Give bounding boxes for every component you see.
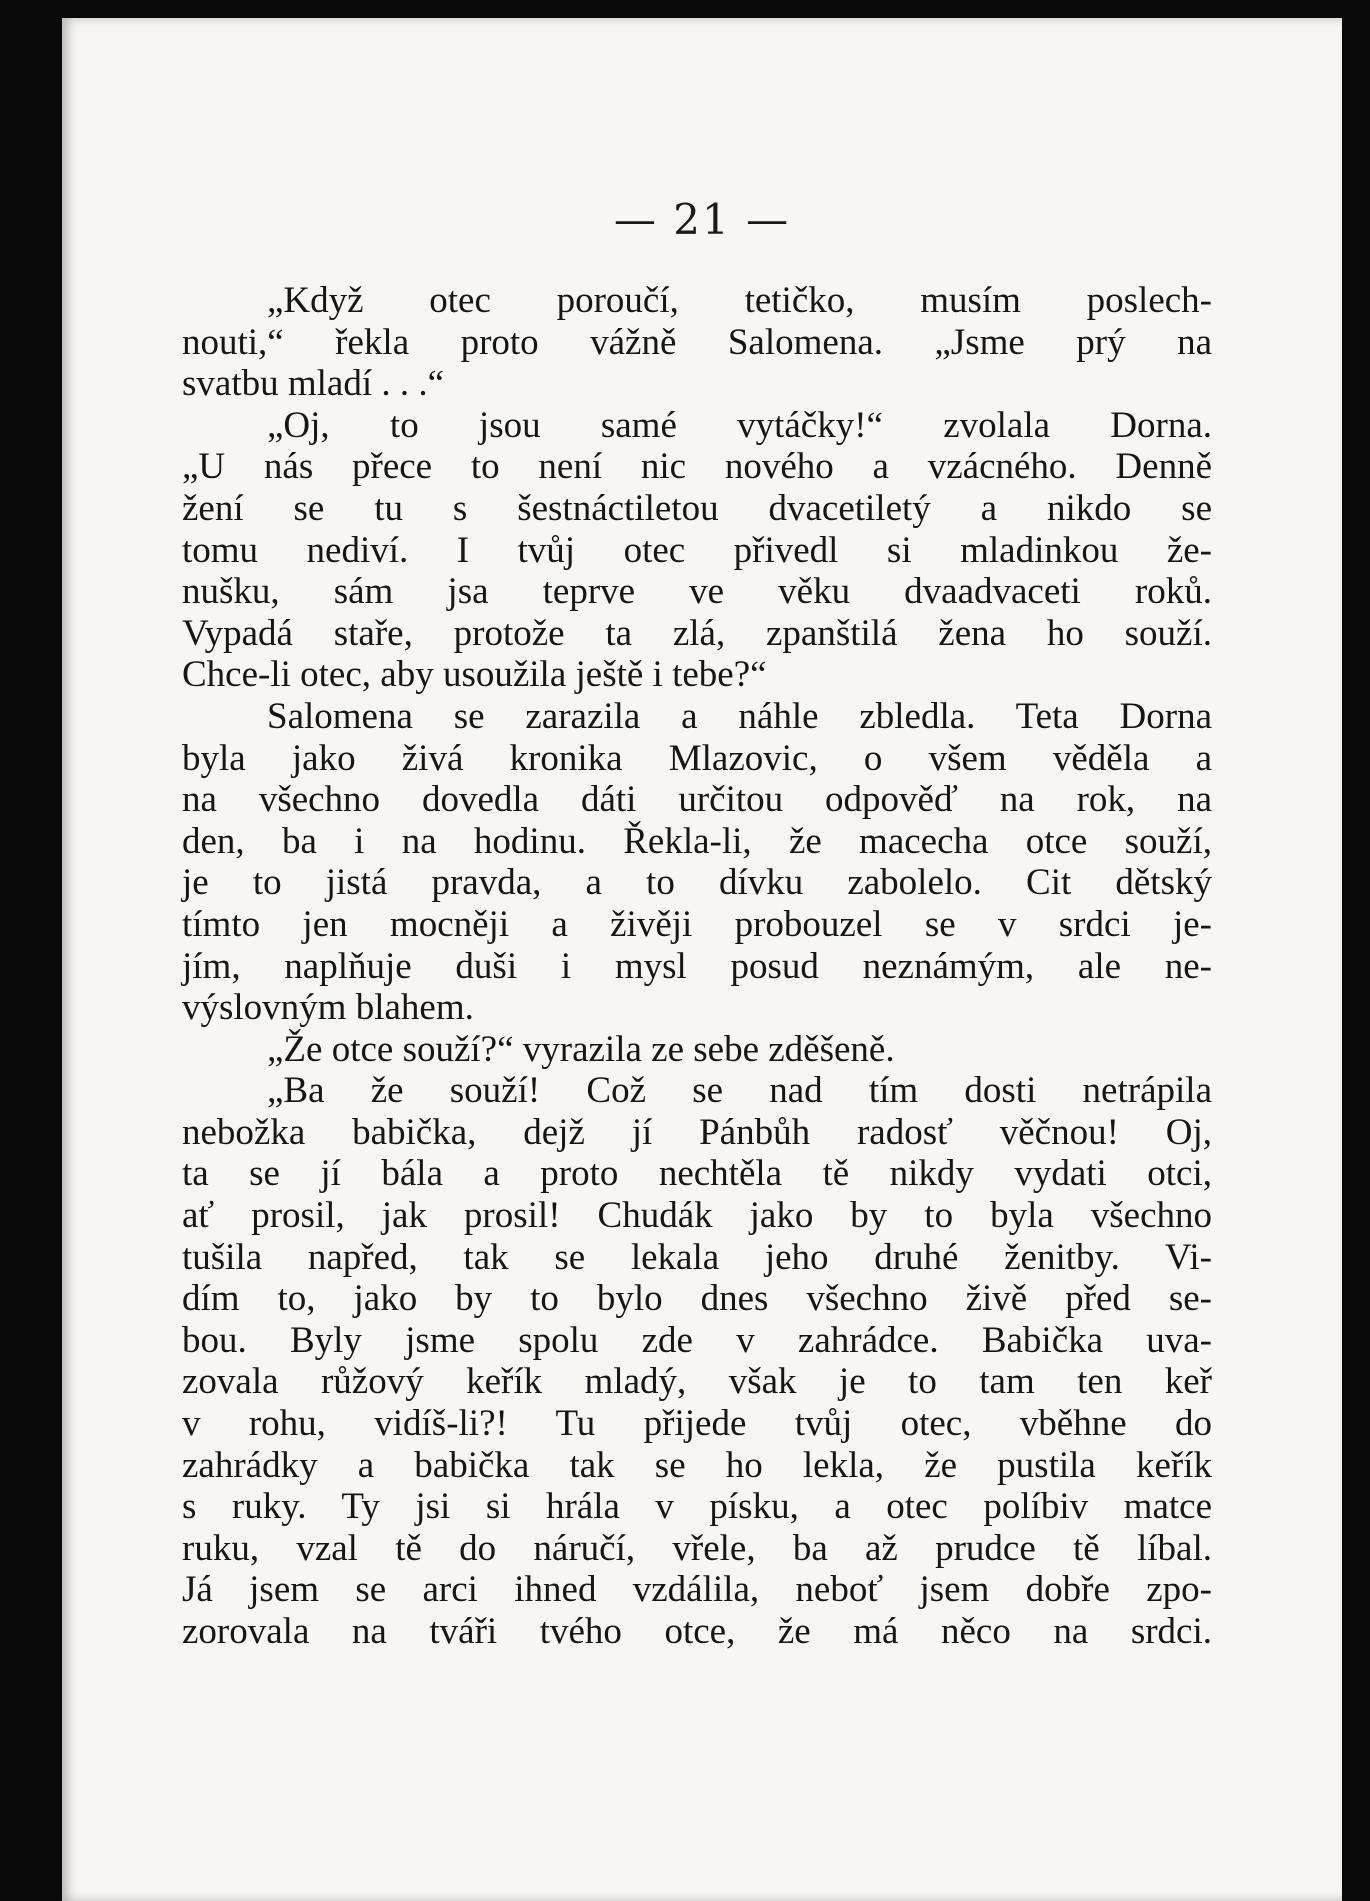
text-line: svatbu mladí . . .“ [182,363,445,405]
text-line: je to jistá pravda, a to dívku zabolelo. Cit dětský [182,862,1212,904]
text-line: „Ba že souží! Což se nad tím dosti netrápila [267,1070,1212,1112]
text-line: den, ba i na hodinu. Řekla-li, že macecha otce souží, [182,820,1212,862]
text-line: Já jsem se arci ihned vzdálila, neboť jsem dobře zpo- [182,1569,1212,1611]
body-text [182,280,1212,1653]
text-line: Salomena se zarazila a náhle zbledla. Teta Dorna [267,695,1212,737]
text-line: tímto jen mocněji a živěji probouzel se v srdci je- [182,903,1212,945]
text-line: ta se jí bála a proto nechtěla tě nikdy vydati otci, [182,1153,1212,1195]
text-line: nebožka babička, dejž jí Pánbůh radosť věčnou! Oj, [182,1111,1212,1153]
text-line: Chce-li otec, aby usoužila ještě i tebe?“ [182,654,767,696]
text-line: „Že otce souží?“ vyrazila ze sebe zděšeně. [267,1028,895,1070]
text-line: zovala růžový keřík mladý, však je to tam ten keř [182,1361,1212,1403]
text-line: zahrádky a babička tak se ho lekla, že pustila keřík [182,1444,1212,1486]
text-line: nušku, sám jsa teprve ve věku dvaadvaceti roků. [182,571,1212,613]
text-line: výslovným blahem. [182,987,474,1029]
text-line: jím, naplňuje duši i mysl posud neznámým, ale ne- [182,945,1212,987]
text-line: dím to, jako by to bylo dnes všechno živě před se- [182,1278,1212,1320]
text-line: zorovala na tváři tvého otce, že má něco na srdci. [182,1611,1212,1652]
text-line: na všechno dovedla dáti určitou odpověď na rok, na [182,779,1212,821]
text-line: bou. Byly jsme spolu zde v zahrádce. Babička uva- [182,1319,1212,1361]
text-line: „Když otec poroučí, tetičko, musím poslech- [267,280,1212,321]
text-line: v rohu, vidíš-li?! Tu přijede tvůj otec, vběhne do [182,1403,1212,1445]
text-line: nouti,“ řekla proto vážně Salomena. „Jsme prý na [182,321,1212,363]
text-line: s ruky. Ty jsi si hrála v písku, a otec políbiv matce [182,1486,1212,1528]
page-number: — 21 — [613,195,791,244]
text-line: ať prosil, jak prosil! Chudák jako by to byla všechno [182,1195,1212,1237]
text-line: „Oj, to jsou samé vytáčky!“ zvolala Dorna. [267,404,1212,446]
text-line: Vypadá staře, protože ta zlá, zpanštilá žena ho souží. [182,612,1212,654]
book-page [62,18,1342,1901]
text-line: tušila napřed, tak se lekala jeho druhé ženitby. Vi- [182,1236,1212,1278]
text-line: tomu nediví. I tvůj otec přivedl si mladinkou že- [182,529,1212,571]
text-line: žení se tu s šestnáctiletou dvacetiletý a nikdo se [182,487,1212,529]
text-line: ruku, vzal tě do náručí, vřele, ba až prudce tě líbal. [182,1527,1212,1569]
text-line: „U nás přece to není nic nového a vzácného. Denně [182,446,1212,488]
text-line: byla jako živá kronika Mlazovic, o všem věděla a [182,737,1212,779]
